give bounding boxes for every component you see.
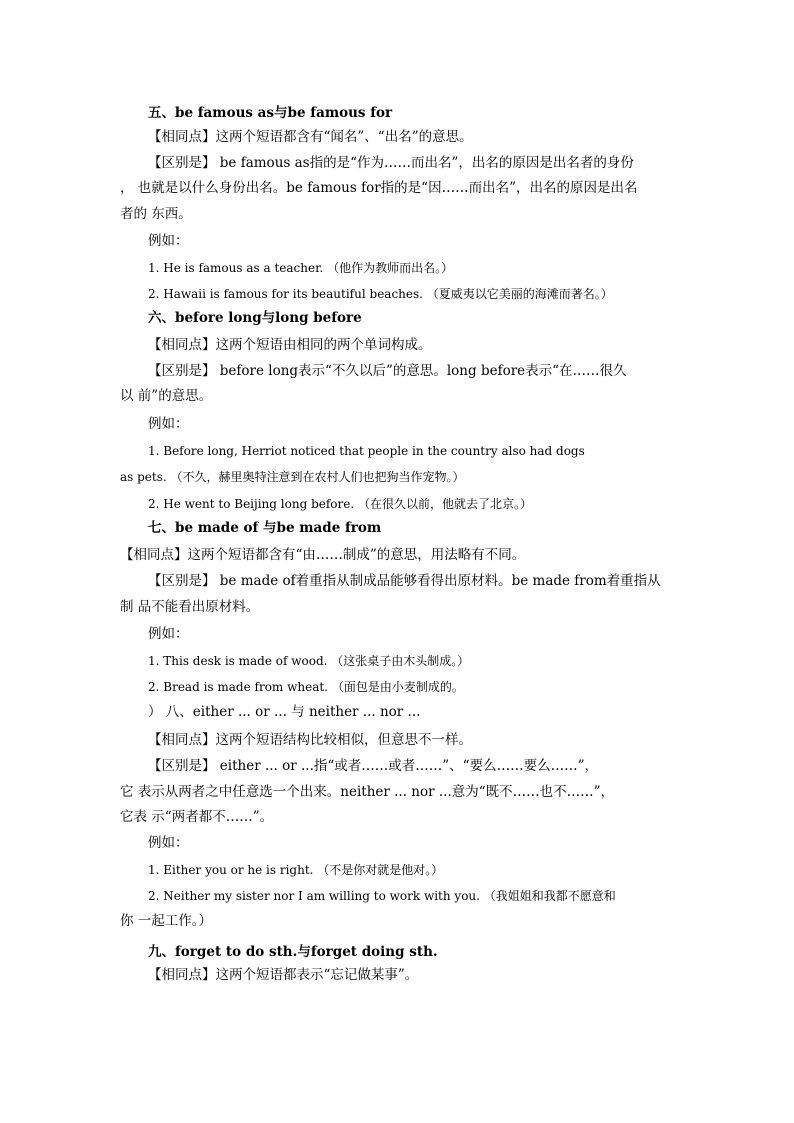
example-line: 1. This desk is made of wood. （这张桌子由木头制成。） <box>148 654 470 668</box>
paragraph-line: 制 品不能看出原材料。 <box>120 599 260 615</box>
paragraph-line: 它表 示“两者都不……”。 <box>120 809 274 825</box>
example-label: 例如： <box>148 416 189 432</box>
similarity-line: 【相同点】这两个短语都表示“忘记做某事”。 <box>148 967 419 983</box>
example-line: 1. Either you or he is right. （不是你对就是他对。） <box>148 863 444 877</box>
difference-line: 【区别是】 be famous as指的是“作为……而出名”，出名的原因是出名者的身份 <box>148 155 634 171</box>
example-line: 2. Bread is made from wheat. （面包是由小麦制成的。 <box>148 680 464 694</box>
example-line: 2. Neither my sister nor I am willing to work with you. （我姐姐和我都不愿意和 <box>148 889 616 903</box>
example-line: 1. Before long, Herriot noticed that people in the country also had dogs <box>148 444 585 458</box>
paragraph-line: 它 表示从两者之中任意选一个出来。neither ... nor ...意为“既不……也不……”， <box>120 784 615 800</box>
example-line: 2. Hawaii is famous for its beautiful beaches. （夏威夷以它美丽的海滩而著名。） <box>148 287 613 301</box>
similarity-line: 【相同点】这两个短语都含有“闻名”、“出名”的意思。 <box>148 129 473 145</box>
example-line: 2. He went to Beijing long before. （在很久以前，他就去了北京。） <box>148 497 532 511</box>
difference-line: 【区别是】 either ... or ...指“或者……或者……”、“要么……要么……”， <box>148 758 598 774</box>
section-heading-9: 九、forget to do sth.与forget doing sth. <box>148 944 438 960</box>
section-heading-7: 七、be made of 与be made from <box>148 520 382 536</box>
example-label: 例如： <box>148 233 189 249</box>
paragraph-line: 你 一起工作。） <box>120 913 213 929</box>
section-heading-5: 五、be famous as与be famous for <box>148 105 393 121</box>
example-label: 例如： <box>148 626 189 642</box>
difference-line: 【区别是】 before long表示“不久以后”的意思。long before表示“在……很久 <box>148 363 627 379</box>
section-heading-8: ） 八、either ... or ... 与 neither ... nor ... <box>148 704 421 720</box>
paragraph-line: ， 也就是以什么身份出名。be famous for指的是“因……而出名”，出名的原因是出名 <box>120 180 638 196</box>
section-heading-6: 六、before long与long before <box>148 310 362 326</box>
similarity-line: 【相同点】这两个短语由相同的两个单词构成。 <box>148 337 432 353</box>
difference-line: 【区别是】 be made of着重指从制成品能够看得出原材料。be made from着重指从 <box>148 573 661 589</box>
similarity-line: 【相同点】这两个短语结构比较相似，但意思不一样。 <box>148 732 472 748</box>
example-line: as pets. （不久，赫里奥特注意到在农村人们也把狗当作宠物。） <box>120 470 465 484</box>
paragraph-line: 以 前”的意思。 <box>120 388 213 404</box>
paragraph-line: 者的 东西。 <box>120 206 192 222</box>
similarity-line: 【相同点】这两个短语都含有“由……制成”的意思，用法略有不同。 <box>120 547 526 563</box>
example-label: 例如： <box>148 835 189 851</box>
example-line: 1. He is famous as a teacher. （他作为教师而出名。） <box>148 261 454 275</box>
